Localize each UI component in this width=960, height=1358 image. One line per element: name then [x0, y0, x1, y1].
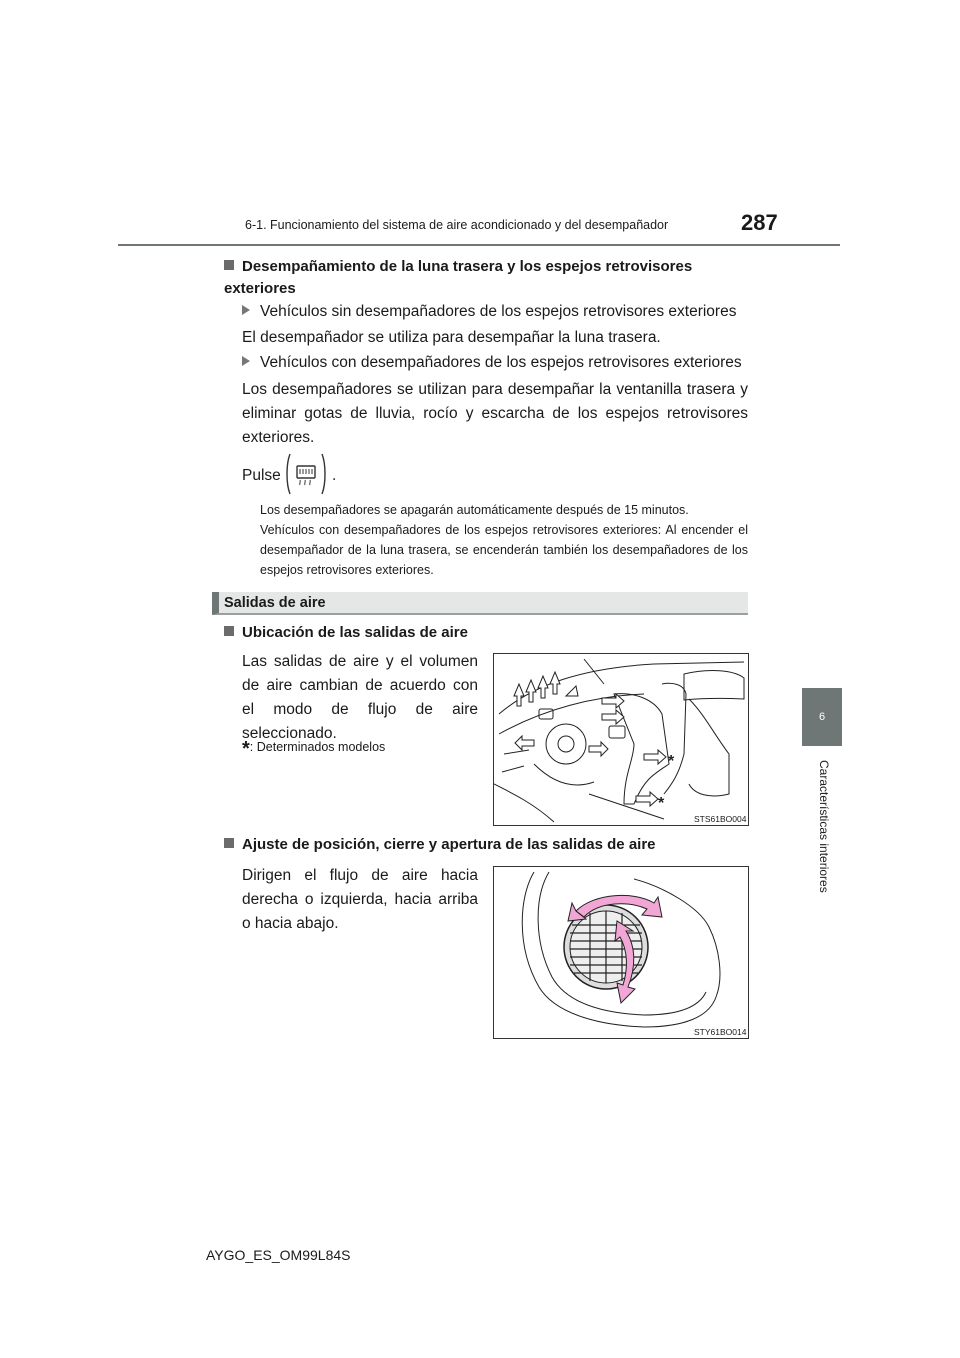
cabin-vents-figure [493, 653, 749, 826]
defog-text-1: El desempañador se utiliza para desempañar la luna trasera. [242, 329, 661, 346]
footnote-mark: * [242, 738, 250, 760]
vents-adjust-text: Dirigen el flujo de aire hacia derecha o izquierda, hacia arriba o hacia abajo. [242, 867, 478, 932]
footnote: *: Determinados modelos [242, 738, 386, 760]
section-title: Salidas de aire [224, 595, 326, 611]
vents-location-text: Las salidas de aire y el volumen de aire cambian de acuerdo con el modo de flujo de aire seleccionado. [242, 653, 478, 742]
air-vent-figure [493, 866, 749, 1039]
defog-variant-1: Vehículos sin desempañadores de los espejos retrovisores exteriores [242, 300, 752, 324]
svg-text:*: * [658, 795, 665, 812]
triangle-bullet-icon [242, 356, 250, 366]
note-auto-off: Los desempañadores se apagarán automáticamente después de 15 minutos. [260, 503, 689, 517]
square-bullet-icon [224, 260, 234, 270]
defog-variant-2: Vehículos con desempañadores de los espejos retrovisores exteriores [242, 351, 752, 375]
vents-adjust-heading: Ajuste de posición, cierre y apertura de las salidas de aire [224, 836, 656, 853]
vents-location-heading: Ubicación de las salidas de aire [224, 624, 468, 641]
figure-code: STS61BO004 [694, 814, 747, 824]
pulse-suffix: . [332, 467, 337, 484]
page-number: 287 [741, 210, 778, 235]
square-bullet-icon [224, 626, 234, 636]
chapter-tab: 6 [802, 688, 842, 746]
defog-text-2: Los desempañadores se utilizan para desempañar la ventanilla trasera y eliminar gotas de lluvia, rocío y escarcha de los espejos retrovisores exteriores. [242, 381, 748, 446]
note-mirror-defoggers: Vehículos con desempañadores de los espejos retrovisores exteriores: Al encender el desempañador de la luna trasera, se encenderán también los desempañadores de los espejos retrovisores exteriores. [260, 523, 748, 577]
triangle-bullet-icon [242, 305, 250, 315]
header-section-title: 6-1. Funcionamiento del sistema de aire acondicionado y del desempañador [245, 218, 669, 232]
footer-model-code: AYGO_ES_OM99L84S [206, 1247, 351, 1263]
pulse-instruction: Pulse [242, 467, 281, 484]
chapter-label: Características interiores [817, 760, 831, 893]
figure-code: STY61BO014 [694, 1027, 747, 1037]
rear-defogger-icon [284, 452, 328, 496]
header-divider [118, 244, 840, 246]
svg-text:*: * [668, 753, 675, 770]
defog-heading: Desempañamiento de la luna trasera y los espejos retrovisores exteriores [224, 258, 693, 297]
square-bullet-icon [224, 838, 234, 848]
